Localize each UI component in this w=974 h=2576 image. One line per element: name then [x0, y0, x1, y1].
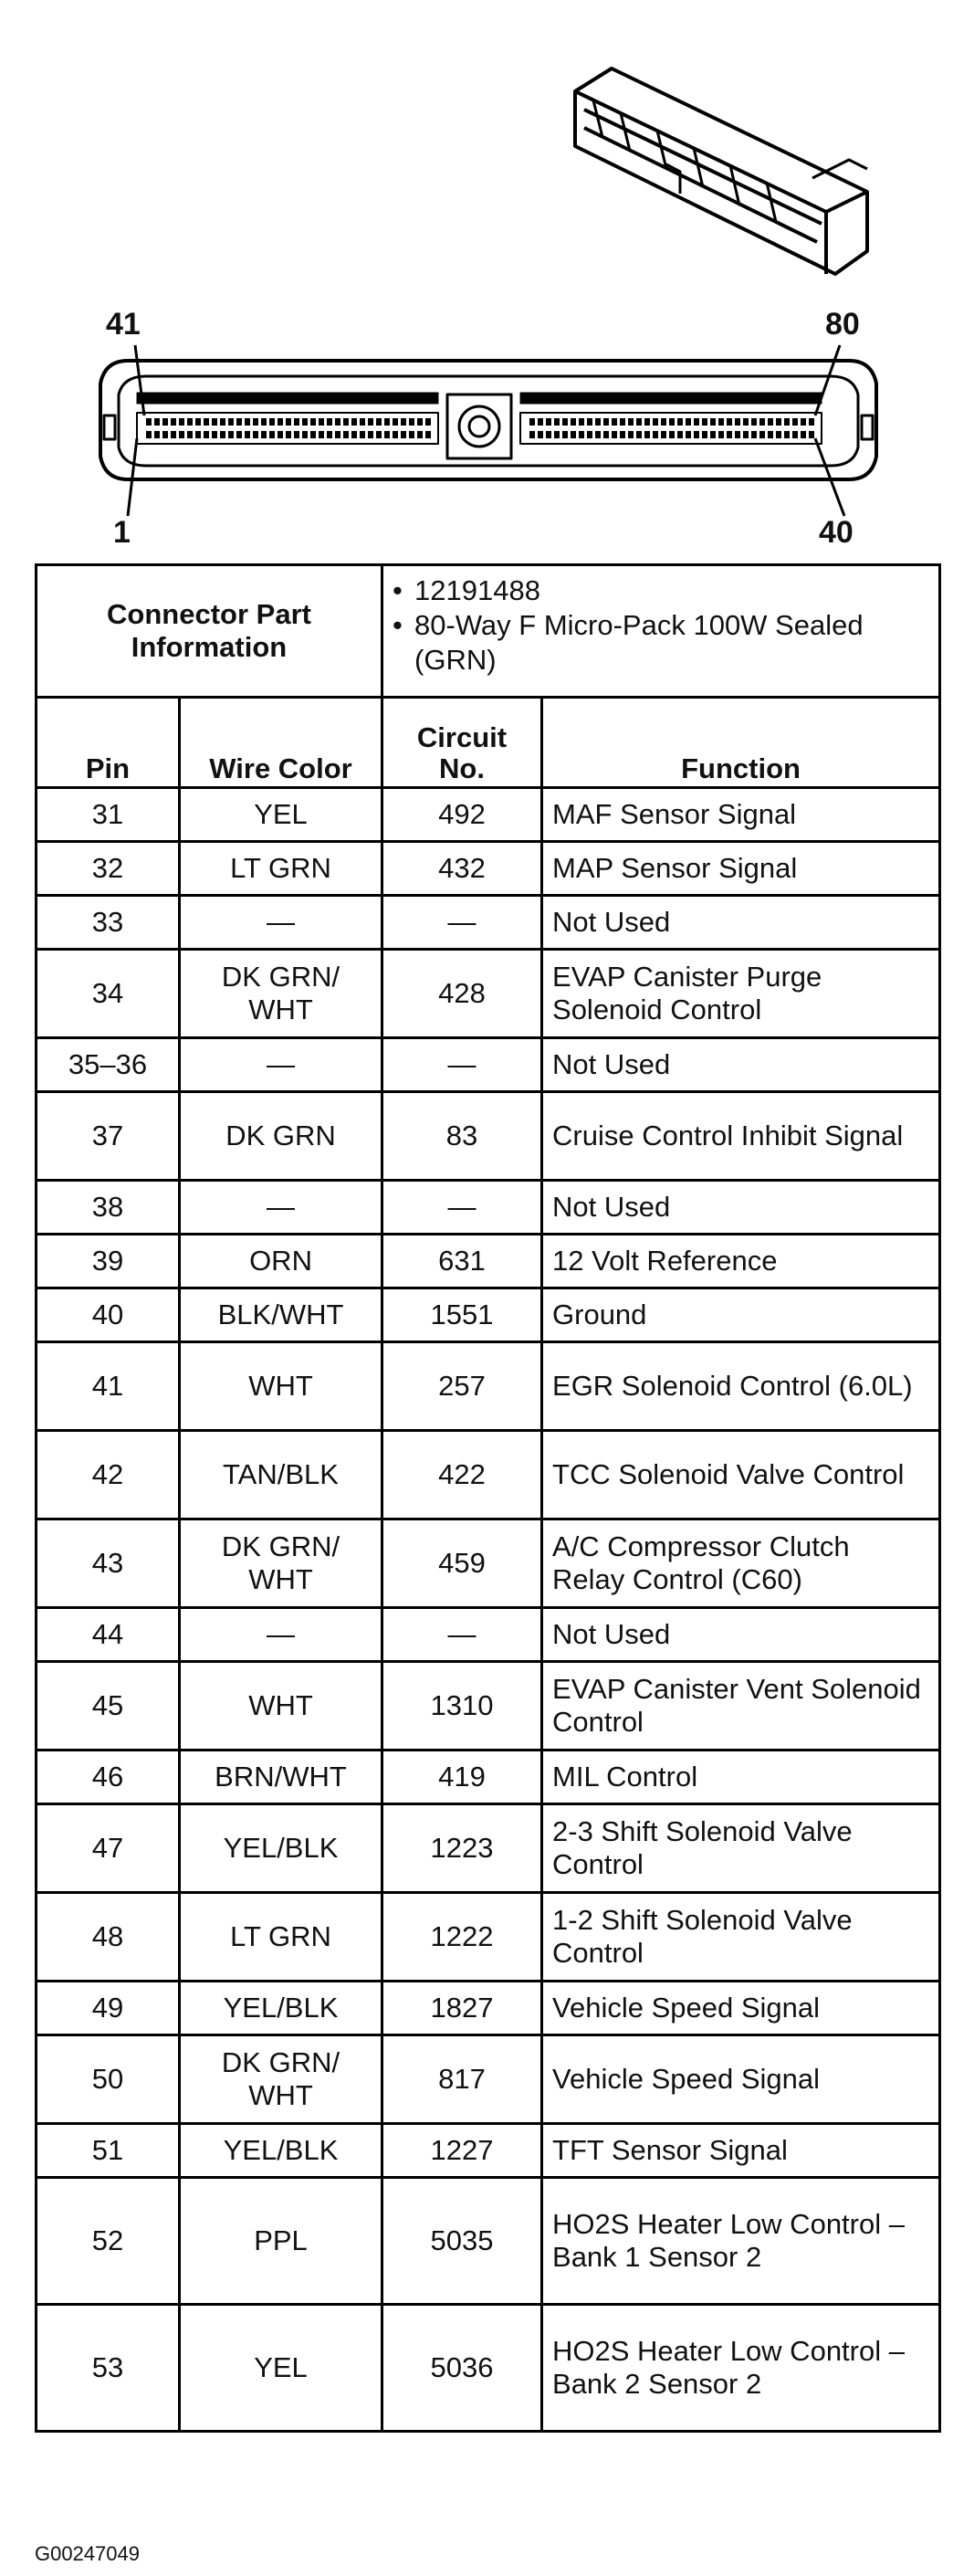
- table-row: [37, 1092, 940, 1181]
- table-row: [37, 1342, 940, 1431]
- function-cell: MAP Sensor Signal: [542, 842, 940, 896]
- pin-cell: 41: [37, 1342, 180, 1431]
- function-cell: Vehicle Speed Signal: [542, 1982, 940, 2035]
- circuit-cell: 459: [382, 1519, 542, 1608]
- connector-info-label: Connector Part Information: [37, 565, 382, 698]
- pin-cell: 37: [37, 1092, 180, 1181]
- table-row: [37, 788, 940, 842]
- wire-color-cell: WHT: [180, 1342, 382, 1431]
- wire-color-cell: YEL: [180, 2305, 382, 2432]
- wire-color-cell: —: [180, 1608, 382, 1662]
- circuit-cell: 1310: [382, 1662, 542, 1751]
- wire-color-cell: LT GRN: [180, 1893, 382, 1982]
- table-row: [37, 2124, 940, 2178]
- wire-color-cell: WHT: [180, 1662, 382, 1751]
- wire-color-cell: BRN/WHT: [180, 1751, 382, 1804]
- function-cell: Not Used: [542, 1181, 940, 1235]
- function-cell: Cruise Control Inhibit Signal: [542, 1092, 940, 1181]
- circuit-cell: 419: [382, 1751, 542, 1804]
- pin-cell: 39: [37, 1235, 180, 1288]
- connector-3d-icon: [575, 68, 867, 274]
- wire-color-cell: BLK/WHT: [180, 1288, 382, 1342]
- pin-cell: 42: [37, 1431, 180, 1519]
- wire-color-cell: DK GRN/ WHT: [180, 950, 382, 1038]
- connector-pinout-table: [35, 563, 941, 2433]
- pin-cell: 35–36: [37, 1038, 180, 1092]
- function-cell: 12 Volt Reference: [542, 1235, 940, 1288]
- table-row: [37, 1038, 940, 1092]
- pin-cell: 31: [37, 788, 180, 842]
- circuit-cell: 1551: [382, 1288, 542, 1342]
- pin-cell: 33: [37, 896, 180, 950]
- wire-color-cell: YEL/BLK: [180, 1982, 382, 2035]
- circuit-cell: 432: [382, 842, 542, 896]
- function-cell: Not Used: [542, 1608, 940, 1662]
- circuit-cell: —: [382, 1038, 542, 1092]
- function-cell: Not Used: [542, 896, 940, 950]
- circuit-cell: 83: [382, 1092, 542, 1181]
- function-cell: EGR Solenoid Control (6.0L): [542, 1342, 940, 1431]
- pin-cell: 45: [37, 1662, 180, 1751]
- table-row: [37, 1751, 940, 1804]
- circuit-cell: 1223: [382, 1804, 542, 1893]
- function-cell: MIL Control: [542, 1751, 940, 1804]
- pin-cell: 50: [37, 2035, 180, 2124]
- wire-color-cell: —: [180, 1038, 382, 1092]
- function-cell: 1-2 Shift Solenoid Valve Control: [542, 1893, 940, 1982]
- table-row: [37, 1181, 940, 1235]
- pin-cell: 47: [37, 1804, 180, 1893]
- function-cell: A/C Compressor Clutch Relay Control (C60): [542, 1519, 940, 1608]
- wire-color-cell: —: [180, 896, 382, 950]
- function-cell: HO2S Heater Low Control – Bank 2 Sensor 2: [542, 2305, 940, 2432]
- table-row: [37, 1893, 940, 1982]
- function-cell: Ground: [542, 1288, 940, 1342]
- function-cell: 2-3 Shift Solenoid Valve Control: [542, 1804, 940, 1893]
- wire-color-cell: YEL/BLK: [180, 1804, 382, 1893]
- function-cell: EVAP Canister Purge Solenoid Control: [542, 950, 940, 1038]
- circuit-cell: 428: [382, 950, 542, 1038]
- pin-cell: 53: [37, 2305, 180, 2432]
- pin-cell: 40: [37, 1288, 180, 1342]
- header-wire-color: Wire Color: [180, 698, 382, 788]
- table-row: [37, 1608, 940, 1662]
- table-row: [37, 896, 940, 950]
- wire-color-cell: YEL: [180, 788, 382, 842]
- pin-cell: 44: [37, 1608, 180, 1662]
- wire-color-cell: ORN: [180, 1235, 382, 1288]
- circuit-cell: —: [382, 1608, 542, 1662]
- table-row: [37, 1804, 940, 1893]
- part-number: • 12191488: [393, 574, 540, 606]
- pin-cell: 49: [37, 1982, 180, 2035]
- function-cell: TFT Sensor Signal: [542, 2124, 940, 2178]
- wire-color-cell: DK GRN/ WHT: [180, 1519, 382, 1608]
- pin-cell: 51: [37, 2124, 180, 2178]
- circuit-cell: —: [382, 1181, 542, 1235]
- function-cell: EVAP Canister Vent Solenoid Control: [542, 1662, 940, 1751]
- wire-color-cell: DK GRN/ WHT: [180, 2035, 382, 2124]
- circuit-cell: 1827: [382, 1982, 542, 2035]
- connector-face-icon: [100, 361, 876, 479]
- table-header-row: [37, 698, 940, 788]
- circuit-cell: 817: [382, 2035, 542, 2124]
- header-circuit-no: Circuit No.: [382, 698, 542, 788]
- wire-color-cell: —: [180, 1181, 382, 1235]
- pin-cell: 52: [37, 2178, 180, 2305]
- function-cell: Not Used: [542, 1038, 940, 1092]
- pin-cell: 38: [37, 1181, 180, 1235]
- table-row: [37, 1288, 940, 1342]
- pin-label-80: 80: [825, 307, 860, 342]
- circuit-cell: 5035: [382, 2178, 542, 2305]
- circuit-cell: 1222: [382, 1893, 542, 1982]
- circuit-cell: 492: [382, 788, 542, 842]
- pin-label-41: 41: [106, 307, 141, 342]
- connector-info-bullets: [382, 565, 940, 698]
- function-cell: HO2S Heater Low Control – Bank 1 Sensor 2: [542, 2178, 940, 2305]
- pin-cell: 48: [37, 1893, 180, 1982]
- pin-cell: 46: [37, 1751, 180, 1804]
- pin-label-1: 1: [113, 515, 131, 550]
- wire-color-cell: PPL: [180, 2178, 382, 2305]
- circuit-cell: 1227: [382, 2124, 542, 2178]
- figure-id-caption: G00247049: [35, 2542, 140, 2565]
- table-row: [37, 1235, 940, 1288]
- table-row: [37, 1662, 940, 1751]
- pin-cell: 32: [37, 842, 180, 896]
- wire-color-cell: YEL/BLK: [180, 2124, 382, 2178]
- wire-color-cell: TAN/BLK: [180, 1431, 382, 1519]
- header-pin: Pin: [37, 698, 180, 788]
- circuit-cell: —: [382, 896, 542, 950]
- pin-label-40: 40: [819, 515, 854, 550]
- function-cell: Vehicle Speed Signal: [542, 2035, 940, 2124]
- connector-illustration: [0, 0, 974, 584]
- table-row: [37, 1431, 940, 1519]
- header-function: Function: [542, 698, 940, 788]
- table-row: [37, 1982, 940, 2035]
- table-row: [37, 950, 940, 1038]
- pin-cell: 34: [37, 950, 180, 1038]
- circuit-cell: 257: [382, 1342, 542, 1431]
- wire-color-cell: LT GRN: [180, 842, 382, 896]
- table-row: [37, 2035, 940, 2124]
- table-row: [37, 2305, 940, 2432]
- table-row: [37, 2178, 940, 2305]
- circuit-cell: 5036: [382, 2305, 542, 2432]
- connector-description: • 80-Way F Micro-Pack 100W Sealed (GRN): [393, 609, 864, 676]
- table-row: [37, 842, 940, 896]
- pin-cell: 43: [37, 1519, 180, 1608]
- circuit-cell: 422: [382, 1431, 542, 1519]
- wire-color-cell: DK GRN: [180, 1092, 382, 1181]
- function-cell: TCC Solenoid Valve Control: [542, 1431, 940, 1519]
- function-cell: MAF Sensor Signal: [542, 788, 940, 842]
- circuit-cell: 631: [382, 1235, 542, 1288]
- table-row: [37, 1519, 940, 1608]
